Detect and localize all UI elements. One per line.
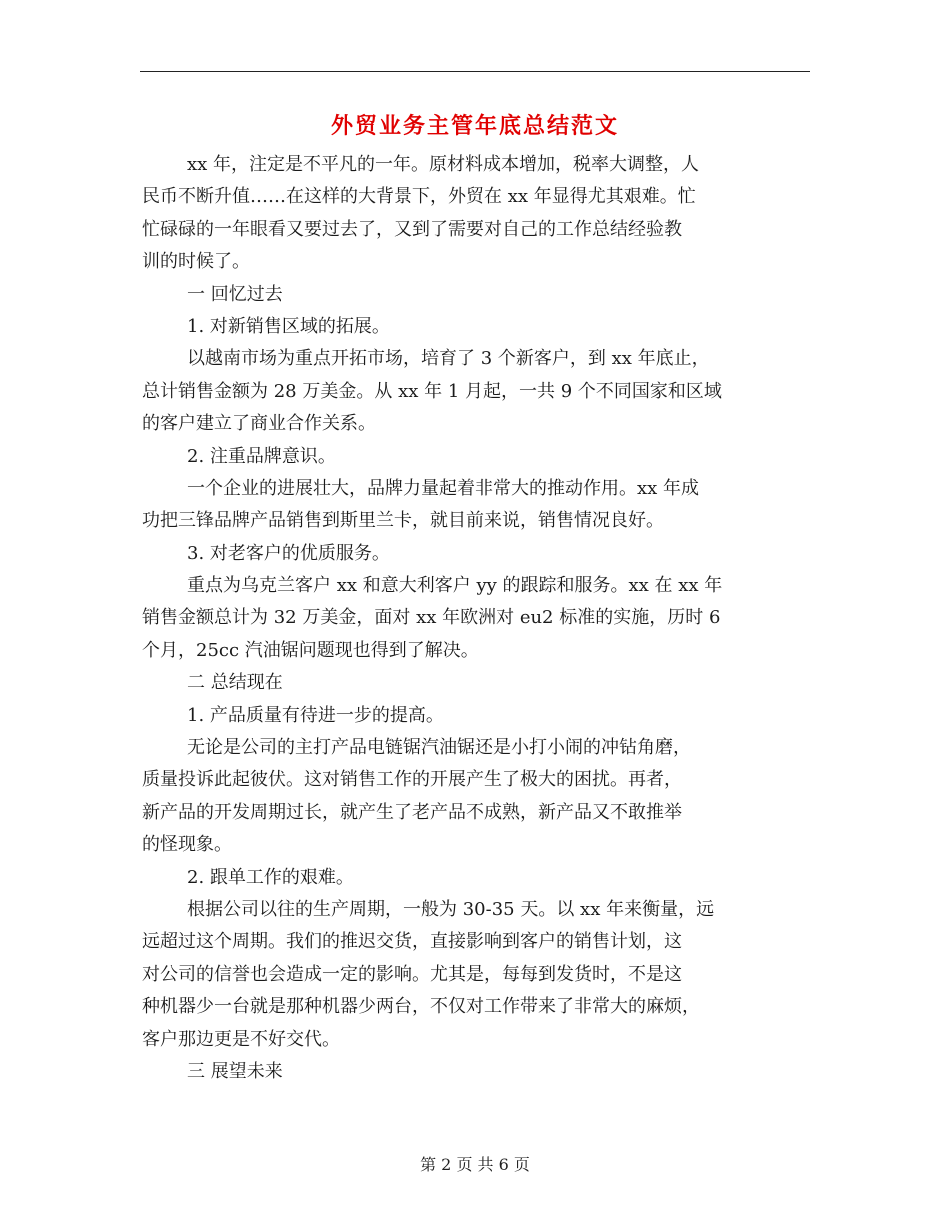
text-line: 总计销售金额为 28 万美金。从 xx 年 1 月起，一共 9 个不同国家和区域: [142, 380, 722, 402]
text-line: 一个企业的进展壮大，品牌力量起着非常大的推动作用。xx 年成: [187, 477, 700, 499]
text-line: xx 年，注定是不平凡的一年。原材料成本增加，税率大调整，人: [187, 154, 700, 175]
text-line: 二 总结现在: [187, 672, 283, 694]
text-line: 的怪现象。: [142, 834, 232, 856]
text-line: 以越南市场为重点开拓市场，培育了 3 个新客户，到 xx 年底止，: [187, 348, 710, 370]
document-title: 外贸业务主管年底总结范文: [330, 114, 619, 139]
text-line: 1. 对新销售区域的拓展。: [187, 315, 390, 337]
text-line: 销售金额总计为 32 万美金，面对 xx 年欧洲对 eu2 标准的实施，历时 6: [142, 607, 721, 629]
text-line: 重点为乌克兰客户 xx 和意大利客户 yy 的跟踪和服务。xx 在 xx 年: [187, 575, 723, 597]
text-line: 训的时候了。: [142, 251, 250, 273]
text-line: 根据公司以往的生产周期，一般为 30-35 天。以 xx 年来衡量，远: [187, 898, 715, 920]
document-body: [142, 149, 810, 1088]
text-line: 质量投诉此起彼伏。这对销售工作的开展产生了极大的困扰。再者，: [142, 769, 682, 791]
text-line: 新产品的开发周期过长，就产生了老产品不成熟，新产品又不敢推举: [142, 801, 682, 823]
text-line: 客户那边更是不好交代。: [142, 1028, 340, 1050]
text-line: 1. 产品质量有待进一步的提高。: [187, 704, 444, 726]
text-line: 的客户建立了商业合作关系。: [142, 413, 376, 435]
text-line: 种机器少一台就是那种机器少两台，不仅对工作带来了非常大的麻烦，: [142, 996, 700, 1018]
page-number: 第 2 页 共 6 页: [420, 1155, 530, 1174]
text-line: 2. 注重品牌意识。: [187, 445, 336, 467]
text-line: 功把三锋品牌产品销售到斯里兰卡，就目前来说，销售情况良好。: [142, 510, 664, 532]
text-line: 2. 跟单工作的艰难。: [187, 866, 354, 888]
header-rule: [140, 71, 810, 72]
text-line: 对公司的信誉也会造成一定的影响。尤其是，每每到发货时，不是这: [142, 963, 682, 985]
text-line: 无论是公司的主打产品电链锯汽油锯还是小打小闹的冲钻角磨，: [187, 737, 691, 759]
text-line: 三 展望未来: [187, 1060, 283, 1082]
text-line: 一 回忆过去: [187, 283, 283, 305]
text-line: 3. 对老客户的优质服务。: [187, 542, 390, 564]
text-line: 个月，25cc 汽油锯问题现也得到了解决。: [142, 639, 479, 661]
text-line: 远超过这个周期。我们的推迟交货，直接影响到客户的销售计划，这: [142, 931, 682, 953]
text-line: 忙碌碌的一年眼看又要过去了，又到了需要对自己的工作总结经验教: [142, 218, 682, 240]
text-line: 民币不断升值……在这样的大背景下，外贸在 xx 年显得尤其艰难。忙: [142, 186, 696, 208]
